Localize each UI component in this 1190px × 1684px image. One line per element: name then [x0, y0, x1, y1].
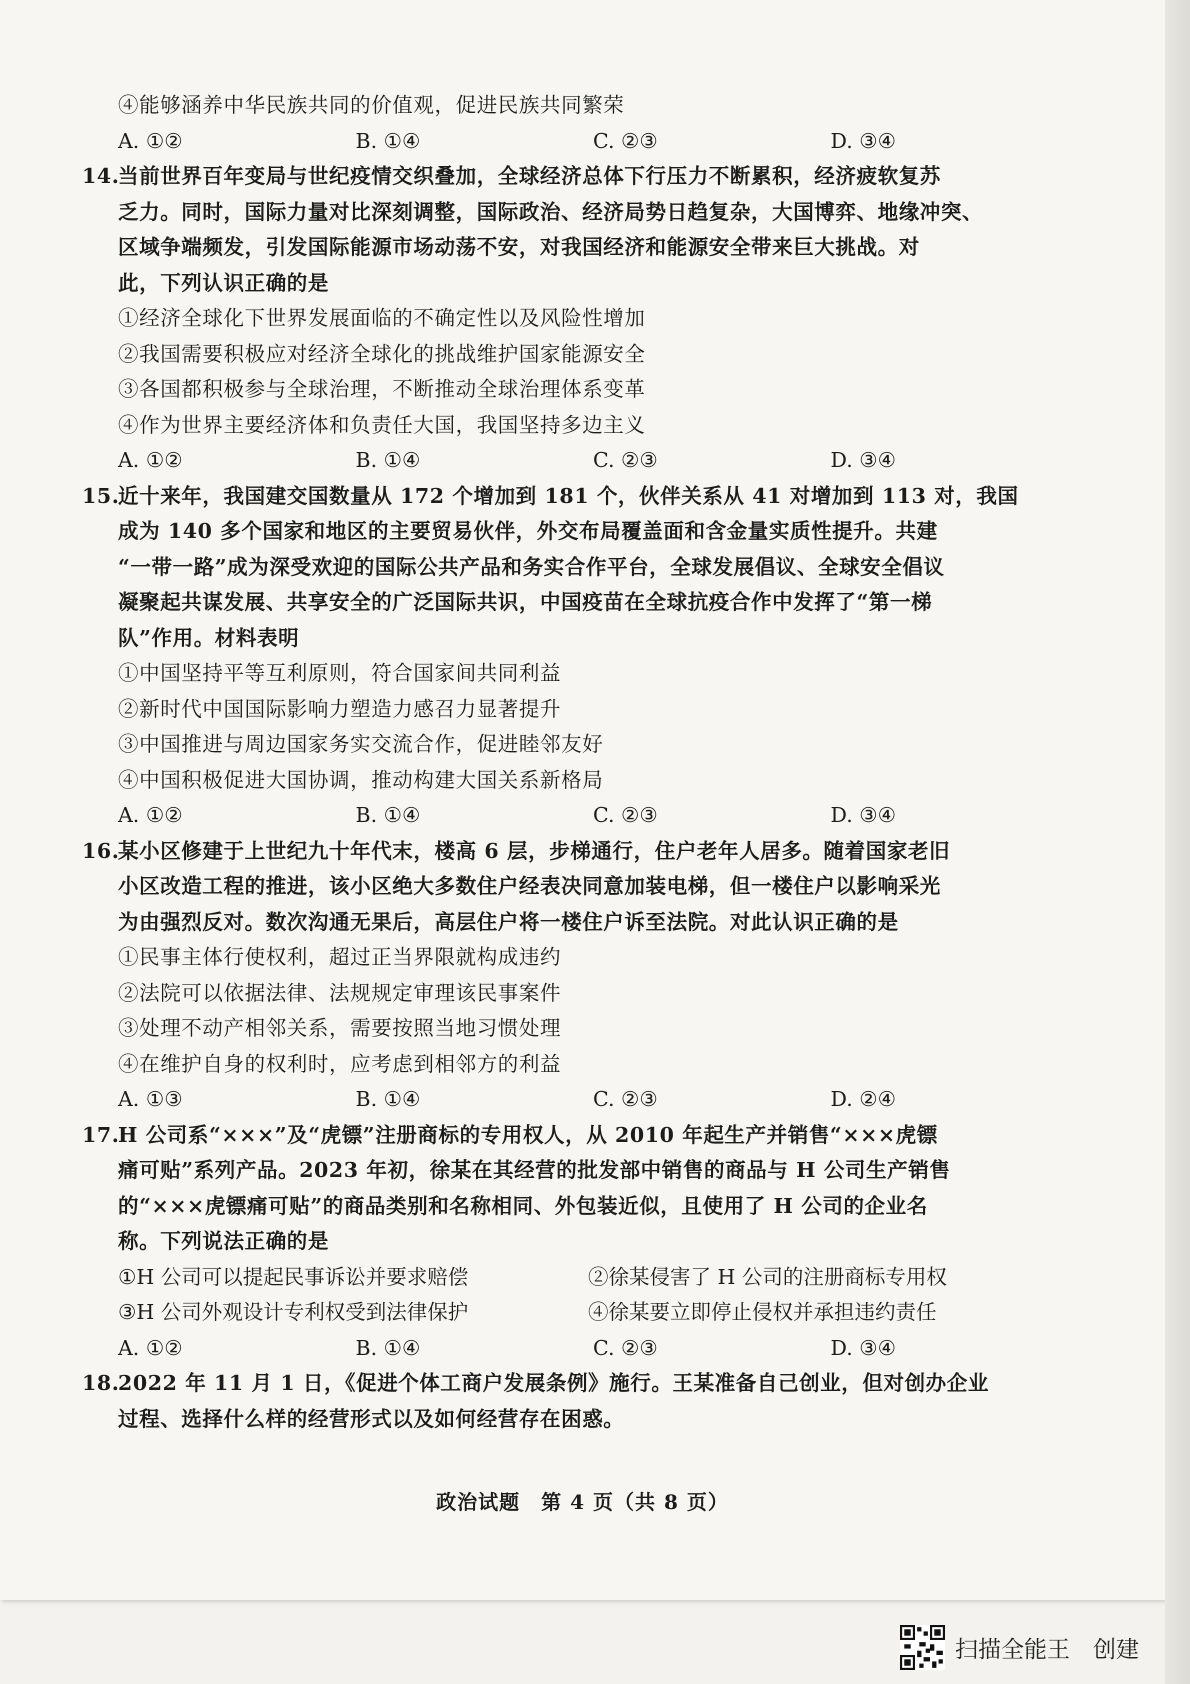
- q17-stem-line: 17. H 公司系“×××”及“虎镖”注册商标的专用权人，从 2010 年起生产并销售“×××虎镖: [118, 1118, 1068, 1154]
- option-b: B. ①④: [355, 1335, 421, 1360]
- option-a: A. ①③: [118, 1087, 183, 1111]
- q15-stem-line: 凝聚起共谋发展、共享安全的广泛国际共识，中国疫苗在全球抗疫合作中发挥了“第一梯: [118, 590, 933, 614]
- option-a: A. ①②: [118, 448, 183, 472]
- option-a: A. ①②: [118, 1335, 183, 1360]
- scan-edge: [1165, 0, 1190, 1684]
- q17-items-row: [118, 1260, 1068, 1296]
- q14-options: [118, 443, 1068, 479]
- option-b: B. ①④: [355, 1087, 421, 1111]
- q17-items-row: [118, 1295, 1068, 1331]
- q14-item: ①经济全球化下世界发展面临的不确定性以及风险性增加: [118, 306, 646, 330]
- option-b: B. ①④: [355, 128, 421, 153]
- q15-stem-line: “一带一路”成为深受欢迎的国际公共产品和务实合作平台，全球发展倡议、全球安全倡议: [118, 554, 945, 579]
- q15-item: ②新时代中国国际影响力塑造力感召力显著提升: [118, 696, 562, 721]
- q15-stem-line: 队”作用。材料表明: [118, 625, 300, 650]
- q15-item: ①中国坚持平等互利原则，符合国家间共同利益: [118, 661, 562, 685]
- q16-item: ③处理不动产相邻关系，需要按照当地习惯处理: [118, 1016, 562, 1040]
- option-b: B. ①④: [355, 803, 421, 827]
- q17-item: ①H 公司可以提起民事诉讼并要求赔偿: [118, 1264, 469, 1289]
- q17-item: ②徐某侵害了 H 公司的注册商标专用权: [588, 1264, 947, 1289]
- q16-item: ②法院可以依据法律、法规规定审理该民事案件: [118, 980, 562, 1005]
- q13-item-4: ④能够涵养中华民族共同的价值观，促进民族共同繁荣: [118, 93, 625, 117]
- option-c: C. ②③: [593, 1087, 658, 1111]
- q17-stem-line: 的“×××虎镖痛可贴”的商品类别和名称相同、外包装近似，且使用了 H 公司的企业名: [118, 1193, 928, 1218]
- option-d: D. ③④: [830, 1335, 896, 1360]
- question-number: 17.: [82, 1122, 120, 1147]
- option-a: A. ①②: [118, 128, 183, 153]
- option-c: C. ②③: [593, 1335, 658, 1360]
- question-number: 16.: [82, 838, 120, 863]
- q15-stem-line: 15. 近十来年，我国建交国数量从 172 个增加到 181 个，伙伴关系从 41 对增加到 113 对，我国: [118, 479, 1068, 515]
- option-c: C. ②③: [593, 128, 658, 153]
- page-content: [82, 88, 1068, 1437]
- q16-item: ①民事主体行使权利，超过正当界限就构成违约: [118, 945, 562, 969]
- option-b: B. ①④: [355, 448, 421, 472]
- q17-options: [118, 1331, 1068, 1367]
- q17-item: ④徐某要立即停止侵权并承担违约责任: [588, 1300, 937, 1324]
- question-number: 18.: [82, 1371, 120, 1395]
- option-d: D. ③④: [830, 128, 896, 153]
- option-d: D. ③④: [830, 448, 896, 472]
- question-number: 15.: [82, 483, 120, 508]
- q14-stem-line: 14. 当前世界百年变局与世纪疫情交织叠加，全球经济总体下行压力不断累积，经济疲软复苏: [118, 159, 1068, 195]
- q18-stem-line: 过程、选择什么样的经营形式以及如何经营存在困惑。: [118, 1406, 625, 1431]
- option-c: C. ②③: [593, 448, 658, 472]
- q16-stem-line: 小区改造工程的推进，该小区绝大多数住户经表决同意加装电梯，但一楼住户以影响采光: [118, 874, 941, 898]
- q16-stem-line: 16. 某小区修建于上世纪九十年代末，楼高 6 层，步梯通行，住户老年人居多。随着国家老旧: [118, 834, 1068, 870]
- q14-item: ③各国都积极参与全球治理，不断推动全球治理体系变革: [118, 377, 646, 401]
- q17-item: ③H 公司外观设计专利权受到法律保护: [118, 1300, 469, 1324]
- option-d: D. ②④: [830, 1087, 896, 1111]
- scanner-watermark: [900, 1625, 1139, 1670]
- q15-item: ④中国积极促进大国协调，推动构建大国关系新格局: [118, 767, 604, 792]
- question-number: 14.: [82, 164, 120, 188]
- q16-item: ④在维护自身的权利时，应考虑到相邻方的利益: [118, 1051, 562, 1076]
- qr-code-icon: [900, 1625, 945, 1670]
- page-footer: 政治试题 第 4 页（共 8 页）: [436, 1490, 729, 1514]
- q18-stem-line: 18. 2022 年 11 月 1 日，《促进个体工商户发展条例》施行。王某准备自己创业，但对创办企业: [118, 1366, 1068, 1402]
- q15-stem-line: 成为 140 多个国家和地区的主要贸易伙伴，外交布局覆盖面和含金量实质性提升。共建: [118, 519, 938, 543]
- q14-stem-line: 此，下列认识正确的是: [118, 270, 329, 295]
- q14-stem-line: 乏力。同时，国际力量对比深刻调整，国际政治、经济局势日趋复杂，大国博弈、地缘冲突、: [118, 199, 984, 224]
- q17-stem-line: 痛可贴”系列产品。2023 年初，徐某在其经营的批发部中销售的商品与 H 公司生产销售: [118, 1158, 951, 1182]
- q14-item: ②我国需要积极应对经济全球化的挑战维护国家能源安全: [118, 341, 646, 366]
- q14-stem-line: 区域争端频发，引发国际能源市场动荡不安，对我国经济和能源安全带来巨大挑战。对: [118, 235, 920, 259]
- option-d: D. ③④: [830, 803, 896, 827]
- q15-item: ③中国推进与周边国家务实交流合作，促进睦邻友好: [118, 732, 604, 756]
- q17-stem-line: 称。下列说法正确的是: [118, 1229, 329, 1253]
- watermark-text: 扫描全能王 创建: [955, 1637, 1139, 1663]
- q15-options: [118, 798, 1068, 834]
- q13-options: [118, 124, 1068, 160]
- q16-stem-line: 为由强烈反对。数次沟通无果后，高层住户将一楼住户诉至法院。对此认识正确的是: [118, 909, 899, 934]
- option-c: C. ②③: [593, 803, 658, 827]
- q16-options: [118, 1082, 1068, 1118]
- option-a: A. ①②: [118, 803, 183, 827]
- q14-item: ④作为世界主要经济体和负责任大国，我国坚持多边主义: [118, 412, 646, 437]
